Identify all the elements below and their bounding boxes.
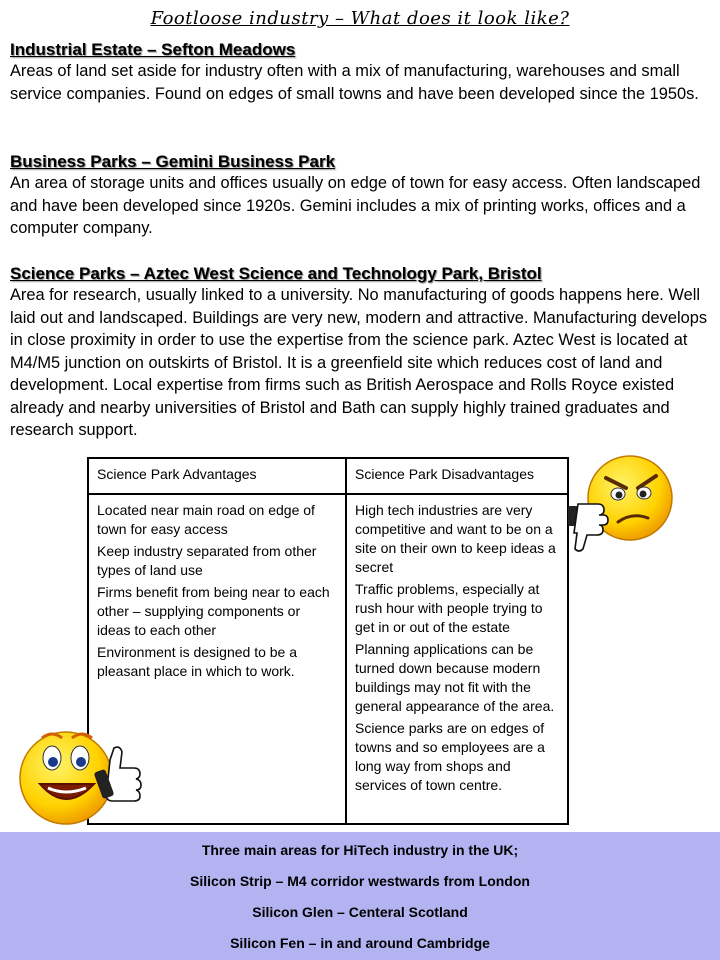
list-item: Located near main road on edge of town for easy access [97,502,315,537]
section-body: An area of storage units and offices usually on edge of town for easy access. Often landscaped and have been developed since 1920s. Gemini includes a mix of printing works, offices and a computer company. [10,174,701,237]
list-item: Traffic problems, especially at rush hour with people trying to get in or out of the estate [355,581,543,635]
disadvantages-cell [346,494,568,824]
list-item: Environment is designed to be a pleasant place in which to work. [97,644,298,679]
section-body: Area for research, usually linked to a university. No manufacturing of goods happens here. Well laid out and landscaped. Buildings are very new, modern and attractive. Manufacturing develops in close proximity in order to use the expertise from the science park. Aztec West is located at M4/M5 junction on outskirts of Bristol. It is a greenfield site which reduces cost of land and development. Local expertise from firms such as British Aerospace and Rolls Royce existed already and nearby universities of Bristol and Bath can supply highly trained graduates and research support. [10,286,708,439]
list-item: Science parks are on edges of towns and so employees are a long way from shops and services of town centre. [355,720,545,793]
list-item: High tech industries are very competitive and want to be on a site on their own to keep ideas a secret [355,502,556,575]
section-industrial-estate [10,40,715,105]
page-title: Footloose industry – What does it look like? [150,8,570,29]
happy-thumbs-up-smiley-icon [18,718,150,830]
disadvantages-header: Science Park Disadvantages [346,458,568,494]
footer-line: Silicon Fen – in and around Cambridge [230,935,490,951]
footer-line: Silicon Glen – Centeral Scotland [252,904,468,920]
list-item: Keep industry separated from other types of land use [97,543,317,578]
section-heading: Science Parks – Aztec West Science and Technology Park, Bristol [10,264,542,283]
list-item: Firms benefit from being near to each other – supplying components or ideas to each other [97,584,330,638]
table-row [88,494,568,824]
advantages-header: Science Park Advantages [88,458,346,494]
hitech-areas-footer [0,832,720,960]
advantages-disadvantages-table [87,457,569,825]
section-science-parks [10,264,715,442]
section-heading: Industrial Estate – Sefton Meadows [10,40,296,59]
table-header-row [88,458,568,494]
section-business-parks [10,152,715,240]
section-body: Areas of land set aside for industry often with a mix of manufacturing, warehouses and small service companies. Found on edges of small towns and have been developed since the 1950s. [10,62,699,103]
list-item: Planning applications can be turned down because modern buildings may not fit with the general appearance of the area. [355,641,555,714]
footer-line: Three main areas for HiTech industry in the UK; [201,842,519,858]
footer-line: Silicon Strip – M4 corridor westwards from London [190,873,530,889]
section-heading: Business Parks – Gemini Business Park [10,152,336,171]
angry-thumbs-down-smiley-icon [562,452,674,556]
